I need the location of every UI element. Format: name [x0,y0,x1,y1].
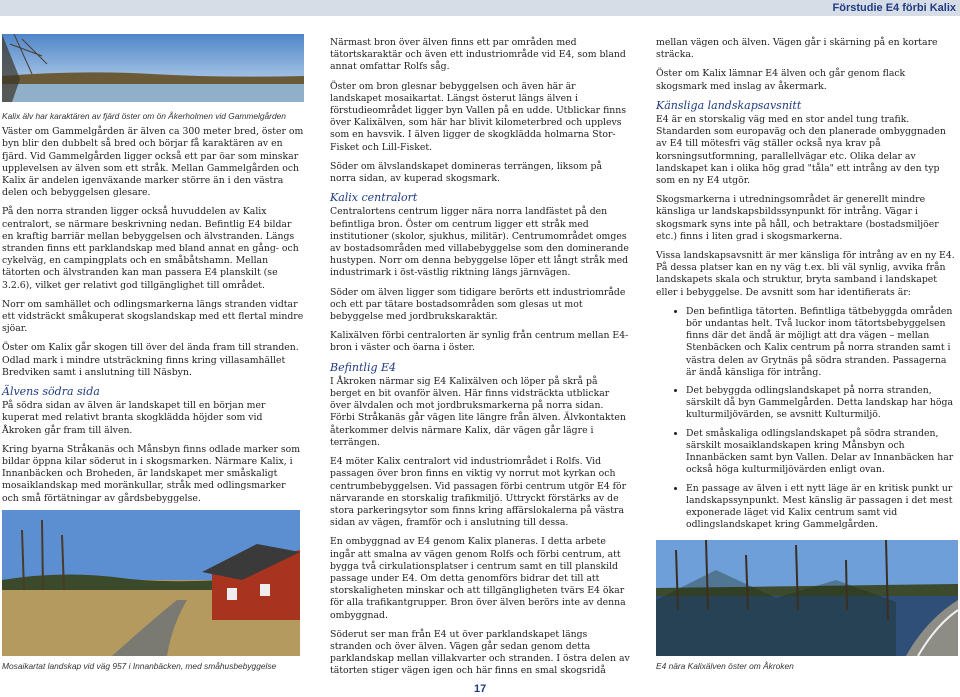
photo-caption: Mosaikartat landskap vid väg 957 i Innanbäcken, med småhusbebyggelse [2,661,277,671]
paragraph: Söder om älvslandskapet domineras terrängen, liksom på norra sidan, av kuperad skogsmark. [330,160,603,185]
list-item: • Den befintliga tätorten. Befintliga tätbebyggda områden bör undantas helt. Två luckor inom tätortsbebyggelsen finns där det ändå är möjligt att dra vägen – mellan Stenbäcken och Kalix centrum på norra stranden samt i västra delen av Grytnäs på södra stranden. Passagerna är ändå känsliga för intrång. [686,306,958,379]
paragraph: mellan vägen och älven. Vägen går i skärning på en kortare sträcka. [656,37,938,61]
list-item: • Det bebyggda odlingslandskapet på norra stranden, särskilt då byn Gammelgården. Detta landskap har höga kulturmiljövärden, se avsnitt Kulturmiljö. [686,385,958,422]
photo-caption: E4 nära Kalixälven öster om Åkroken [656,661,794,671]
paragraph: Närmast bron över älven finns ett par områden med tätortskaraktär och även ett industriområde vid E4, som bland annat omfattar Rolfs såg. [330,37,626,73]
paragraph: Norr om samhället och odlingsmarkerna längs stranden vidtar ett vidsträckt småkuperat skogslandskap med ett flertal mindre sjöar. [2,298,304,335]
paragraph: Centralortens centrum ligger nära norra landfästet på den befintliga bron. Öster om centrum ligger ett stråk med institutioner (skolor, sjukhus, militär). Centrumområdet omges av bostadsområden med villabebyggelse som den dominerande hustypen. Norr om denna bebyggelse löper ett långt stråk med industrimark i öst-västlig riktning längs järnvägen. [330,206,629,279]
header-bar [0,0,960,16]
column-middle [330,37,630,685]
section-heading: Kalix centralort [330,191,418,205]
paragraph: På den norra stranden ligger också huvuddelen av Kalix centralort, se närmare beskrivning nedan. Befintlig E4 bildar en kraftig barriär mellan bebyggelsen och älvstranden. Längs stranden finns ett parklandskap med bland annat en gång- och cykelväg, en campingplats och en småbåtshamn. Mellan tätorten och älvstranden kan man passera E4 planskilt (se 3.2.6), vilket ger relativt god tillgänglighet till området. [2,206,299,291]
paragraph: Söder om älven ligger som tidigare berörts ett industriområde och ett par tätare bostadsområden som glesas ut mot bebyggelse med jordbrukskaraktär. [330,286,626,323]
paragraph: Kring byarna Stråkanäs och Månsbyn finns odlade marker som bildar öppna kilar söderut in i skogsmarken. Närmare Kalix, i Innanbäcken och Broheden, är landskapet mer småskaligt mosaiklandskap med moränkullar, stråk med odlingsmarker och små förtätningar av gårdsbebyggelse. [2,443,301,504]
photo-mosaic-landscape [2,510,300,656]
bullet-list [656,306,958,531]
paragraph: En ombyggnad av E4 genom Kalix planeras. I detta arbete ingår att smalna av vägen genom Rolfs och förbi centrum, att bygga två cirkulationsplatser i centrum samt en till planskild passage under E4. Om detta genomförs bidrar det till att storskaligheten minskar och att tillgängligheten tvärs E4 ökar för alla trafikantgrupper. Bron över älven berörs inte av denna ombyggnad. [330,536,626,621]
paragraph: I Åkroken närmar sig E4 Kalixälven och löper på skrå på berget en bit ovanför älven. Här finns vidsträckta utblickar över älvdalen och mot jordbruksmarkerna på norra sidan. Förbi Stråkanäs går vägen lite längre från älven. Älvkontakten återkommer delvis närmare Kalix, där vägen går lägre i terrängen. [330,375,626,448]
section-heading: Befintlig E4 [330,360,397,374]
paragraph: E4 är en storskalig väg med en stor andel tung trafik. Standarden som europaväg och den planerade ombyggnaden av E4 till mötesfri väg ställer också nya krav på korsningsutformning, parallellvägar etc. Olika delar av landskapet kan i olika hög grad "tåla" ett intrång av den typ som en ny E4 utgör. [656,114,946,187]
paragraph: Väster om Gammelgården är älven ca 300 meter bred, öster om byn blir den dubbelt så bred och börjar få karaktären av en fjärd. Vid Gammelgården ligger också ett par öar som minskar upplevelsen av älven som ett stråk. Mellan Gammelgården och Kalix är andelen igenväxande marker större än i den västra delen och bebyggelsen glesare. [2,126,304,199]
paragraph: Öster om bron glesnar bebyggelsen och även här är landskapet mosaikartat. Längst österut längs älven i förstudieområdet ligger byn Vallen på en udde. Utblickar finns över Kalixälven, som här har blivit kilometerbred och upplevs som en havsvik. I älven ligger de skogklädda holmarna Stor-Fisket och Lill-Fisket. [330,80,627,153]
list-item: • En passage av älven i ett nytt läge är en kritisk punkt ur landskapssynpunkt. Mest känslig är passagen i det mest exponerade läget vid Kalix centrum samt vid odlingslandskapet kring Gammelgården. [686,483,958,532]
paragraph: Skogsmarkerna i utredningsområdet är generellt mindre känsliga ur landskapsbildssynpunkt för intrång. Vägar i skogsmark syns inte på håll, och betraktare (bostadsmiljöer etc.) finns i liten grad i skogsmarkerna. [656,194,939,242]
paragraph: På södra sidan av älven är landskapet till en början mer kuperat med relativt branta skogklädda höjder som vid Åkroken går fram till älven. [2,400,266,436]
page-number: 17 [474,683,487,695]
photo-e4-road [656,540,958,656]
section-heading: Älvens södra sida [2,385,100,399]
column-left [2,34,304,512]
photo-river-fjord [2,34,304,102]
paragraph: Kalixälven förbi centralorten är synlig från centrum mellan E4-bron i väster och öarna i öster. [330,330,629,354]
list-item: • Det småskaliga odlingslandskapet på södra stranden, särskilt mosaiklandskapen kring Månsbyn och Innanbäcken samt byn Vallen. Delar av Innanbäcken har också höga kulturmiljövärden enligt ovan. [686,428,958,477]
paragraph: Söderut ser man från E4 ut över parklandskapet längs stranden och över älven. Vägen går sedan genom detta parklandskap mellan villakvarter och stranden. I östra delen av tätorten stiger vägen igen och här finns en smal skogsridå [330,628,630,677]
section-heading: Känsliga landskapsavsnitt [656,98,802,112]
paragraph: Öster om Kalix går skogen till över del ända fram till stranden. Odlad mark i mindre utsträckning finns kring villasamhället Bredviken samt i anslutning till Näsbyn. [2,342,299,378]
paragraph: Vissa landskapsavsnitt är mer känsliga för intrång av en ny E4. På dessa platser kan en ny väg t.ex. bli väl synlig, avvika från landskapets skala och struktur, bryta samband i landskapet eller i bebyggelse. De avsnitt som har identifierats är: [656,250,955,298]
photo-caption: Kalix älv har karaktären av fjärd öster om ön Åkerholmen vid Gammelgården [2,111,286,121]
column-right [656,37,958,537]
paragraph: Öster om Kalix lämnar E4 älven och går genom flack skogsmark med inslag av åkermark. [656,68,906,92]
paragraph: E4 möter Kalix centralort vid industriområdet i Rolfs. Vid passagen över bron finns en viktig vy norrut mot kyrkan och centrumbebyggelsen. Vid passagen förbi centrum utgör E4 för närvarande en storskalig trafikmiljö. Uttryckt förstärks av de stora parkeringsytor som finns kring affärslokalerna på västra sidan av vägen, framför och i anslutning till dessa. [330,456,627,529]
document-title: Förstudie E4 förbi Kalix [832,2,956,14]
